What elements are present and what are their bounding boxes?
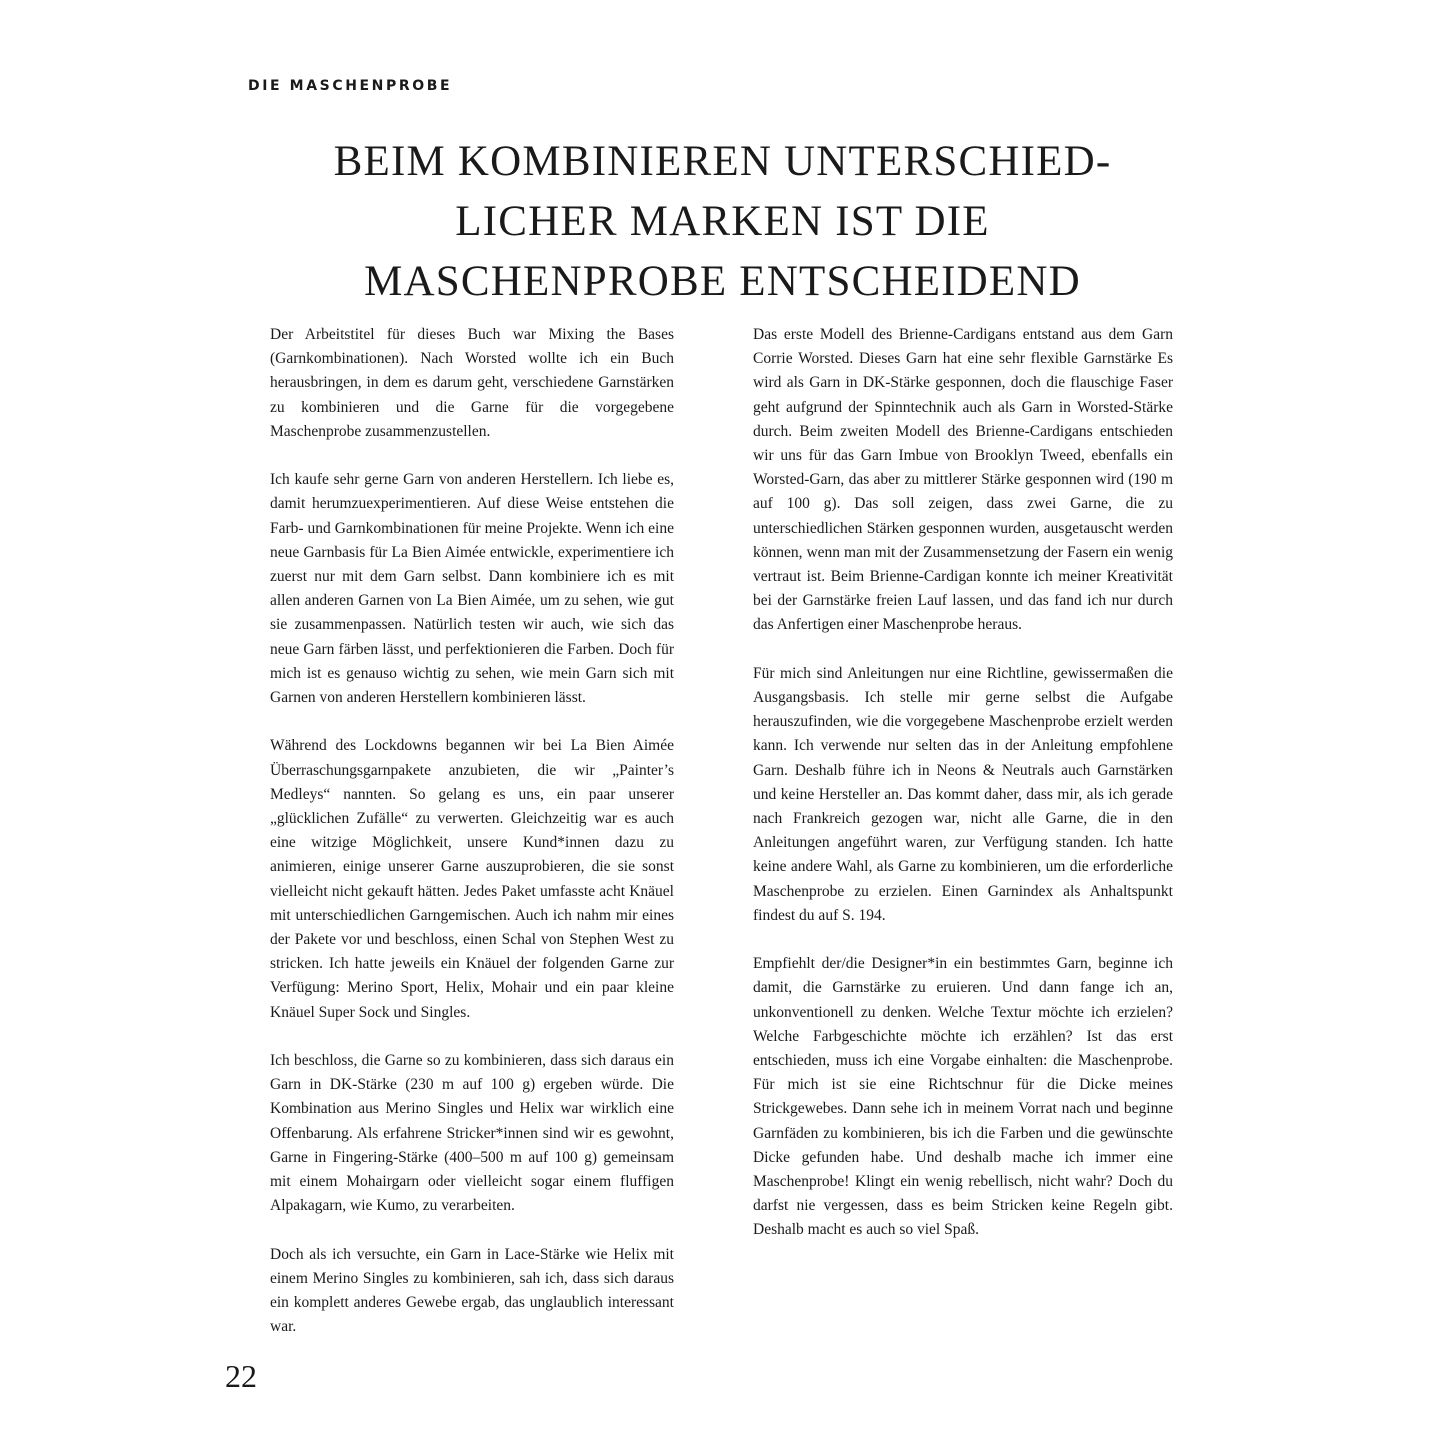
page-title-line-2: LICHER MARKEN IST DIE [455,198,990,245]
paragraph: Für mich sind Anleitungen nur eine Richtline, gewissermaßen die Ausgangsbasis. Ich stelle mir gerne selbst die Aufgabe herauszufinden, wie die vorgegebene Maschenprobe erzielt werden kann. Ich verwende nur selten das in der Anleitung empfohlene Garn. Deshalb führe ich in Neons & Neutrals auch Garnstärken und keine Hersteller an. Das kommt daher, dass mir, als ich gerade nach Frankreich gezogen war, nicht alle Garne, die in den Anleitungen angeführt waren, zur Verfügung standen. Ich hatte keine andere Wahl, als Garne zu kombinieren, um die erforderliche Maschenprobe zu erzielen. Einen Garnindex als Anhaltspunkt findest du auf S. 194. [753,664,1173,924]
paragraph: Der Arbeitstitel für dieses Buch war Mixing the Bases (Garnkombinationen). Nach Worsted wollte ich ein Buch herausbringen, in dem es darum geht, verschiedene Garnstärken zu kombinieren und die Garne für die vorgegebene Maschenprobe zusammenzustellen. [270,326,674,440]
paragraph: Empfiehlt der/die Designer*in ein bestimmtes Garn, beginne ich damit, die Garnstärke zu eruieren. Und dann fange ich an, unkonventionell zu denken. Welche Textur möchte ich erzielen? Welche Farbgeschichte möchte ich erzählen? Ist das erst entschieden, muss ich eine Vorgabe einhalten: die Maschenprobe. Für mich ist sie eine Richtschnur für die Dicke meines Strickgewebes. Dann sehe ich in meinem Vorrat nach und beginne Garnfäden zu kombinieren, bis ich die Farben und die gewünschte Dicke gefunden habe. Und deshalb mache ich immer eine Maschenprobe! Klingt ein wenig rebellisch, nicht wahr? Doch du darfst nie vergessen, dass es beim Stricken keine Regeln gibt. Deshalb macht es auch so viel Spaß. [753,955,1173,1239]
left-text-column [270,323,674,1364]
paragraph: Das erste Modell des Brienne-Cardigans entstand aus dem Garn Corrie Worsted. Dieses Garn hat eine sehr flexible Garnstärke Es wird als Garn in DK-Stärke gesponnen, doch die flauschige Faser geht aufgrund der Spinntechnik auch als Garn in Worsted-Stärke durch. Beim zweiten Modell des Brienne-Cardigans entschieden wir uns für das Garn Imbue von Brooklyn Tweed, ebenfalls ein Worsted-Garn, das aber zu mittlerer Stärke gesponnen wird (190 m auf 100 g). Das soll zeigen, dass zwei Garne, die zu unterschiedlichen Stärken gesponnen wurden, ausgetauscht werden können, wenn man mit der Zusammensetzung der Fasern ein wenig vertraut ist. Beim Brienne-Cardigan konnte ich meiner Kreativität bei der Garnstärke freien Lauf lassen, und das fand ich nur durch das Anfertigen einer Maschenprobe heraus. [753,326,1173,634]
paragraph: Doch als ich versuchte, ein Garn in Lace-Stärke wie Helix mit einem Merino Singles zu kombinieren, sah ich, dass sich daraus ein komplett anderes Gewebe ergab, das unglaublich interessant war. [270,1245,674,1336]
paragraph: Während des Lockdowns begannen wir bei La Bien Aimée Überraschungsgarnpakete anzubieten, die wir „Painter’s Medleys“ nannten. So gelang es uns, ein paar unserer „glücklichen Zufälle“ zu verwerten. Gleichzeitig war es auch eine witzige Möglichkeit, unsere Kund*innen dazu zu animieren, einige unserer Garne auszuprobieren, die sie sonst vielleicht nicht gekauft hätten. Jedes Paket umfasste acht Knäuel mit unterschiedlichen Garngemischen. Auch ich nahm mir eines der Pakete vor und beschloss, einen Schal von Stephen West zu stricken. Ich hatte jeweils ein Knäuel der folgenden Garne zur Verfügung: Merino Sport, Helix, Mohair und ein paar kleine Knäuel Super Sock und Singles. [270,737,674,1021]
right-text-column [753,323,1173,1267]
page-title-line-3: MASCHENPROBE ENTSCHEIDEND [364,258,1081,305]
section-label: DIE MASCHENPROBE [248,78,453,94]
paragraph: Ich beschloss, die Garne so zu kombinieren, dass sich daraus ein Garn in DK-Stärke (230 m auf 100 g) ergeben würde. Die Kombination aus Merino Singles und Helix war wirklich eine Offenbarung. Als erfahrene Stricker*innen sind wir es gewohnt, Garne in Fingering-Stärke (400–500 m auf 100 g) gemeinsam mit einem Mohairgarn oder vielleicht sogar einem fluffigen Alpakagarn, wie Kumo, zu verarbeiten. [270,1052,674,1215]
paragraph: Ich kaufe sehr gerne Garn von anderen Herstellern. Ich liebe es, damit herumzuexperimentieren. Auf diese Weise entstehen die Farb- und Garnkombinationen für meine Projekte. Wenn ich eine neue Garnbasis für La Bien Aimée entwickle, experimentiere ich zuerst nur mit dem Garn selbst. Dann kombiniere ich es mit allen anderen Garnen von La Bien Aimée, um zu sehen, wie gut sie zusammenpassen. Natürlich testen wir auch, wie sich das neue Garn färben lässt, und perfektionieren die Farben. Doch für mich ist es genauso wichtig zu sehen, wie mein Garn sich mit Garnen von anderen Herstellern kombinieren lässt. [270,471,674,707]
page-number: 22 [225,1358,257,1394]
page-title-line-1: BEIM KOMBINIEREN UNTERSCHIED- [333,138,1112,185]
page-title [200,132,1245,312]
